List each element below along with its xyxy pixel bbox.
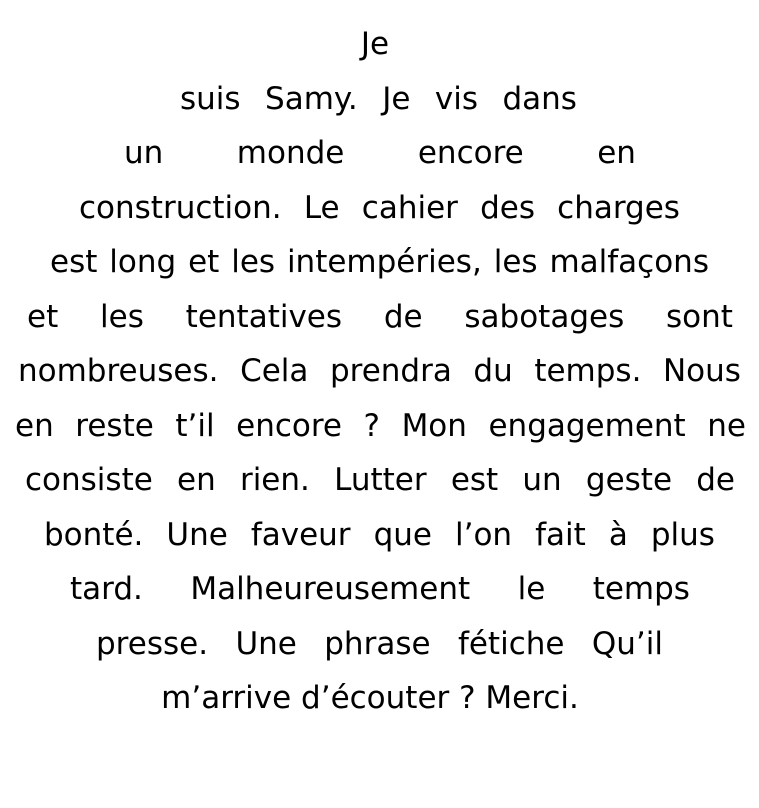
poem-word: monde: [236, 135, 345, 171]
poem-word: plus: [650, 517, 715, 553]
poem-word: tard.: [70, 571, 143, 607]
poem-word: t’il: [175, 408, 215, 444]
poem-word: Malheureusement: [190, 571, 471, 607]
poem-word: bonté.: [44, 517, 144, 553]
poem-line-3: [124, 126, 636, 180]
poem-line-12: [96, 617, 663, 671]
poem-line-5: [50, 235, 709, 289]
poem-word: encore: [236, 408, 342, 444]
poem-line-7: [18, 344, 741, 398]
poem-word: et: [188, 244, 220, 280]
poem-word: suis: [180, 81, 241, 117]
poem-word: engagement: [488, 408, 686, 444]
poem-word: presse.: [96, 626, 209, 662]
poem-word: nombreuses.: [18, 353, 219, 389]
poem-word: est: [450, 462, 499, 498]
poem-word: Nous: [662, 353, 741, 389]
poem-word: les: [231, 244, 276, 280]
poem-word: encore: [417, 135, 524, 171]
poem-word: geste: [585, 462, 673, 498]
poem-word: ne: [707, 408, 746, 444]
poem-word: faveur: [250, 517, 351, 553]
poem-word: à: [608, 517, 628, 553]
poem-word: phrase: [324, 626, 431, 662]
poem-word: tentatives: [185, 299, 343, 335]
poem-line-10: [44, 508, 715, 562]
poem-word: Une: [166, 517, 228, 553]
poem-word: Cela: [240, 353, 309, 389]
poem-word: Une: [235, 626, 297, 662]
poem-word: Lutter: [334, 462, 427, 498]
poem-word: le: [517, 571, 546, 607]
poem-line-6: [27, 290, 733, 344]
poem-word: ?: [363, 408, 381, 444]
poem-line-4: [79, 181, 680, 235]
poem-word: dans: [502, 81, 577, 117]
poem-word: temps.: [534, 353, 642, 389]
poem-line-8: [15, 399, 746, 453]
poem-word: malfaçons: [549, 244, 709, 280]
poem-word: des: [480, 190, 535, 226]
poem-word: un: [124, 135, 164, 171]
poem-word: et: [27, 299, 59, 335]
poem-word: en: [15, 408, 54, 444]
poem-word: les: [493, 244, 538, 280]
poem-word: sabotages: [464, 299, 625, 335]
poem-word: un: [522, 462, 562, 498]
poem-line-13: m’arrive d’écouter ? Merci.: [161, 680, 579, 716]
poem-line-9: [25, 453, 735, 507]
poem-word: Qu’il: [591, 626, 663, 662]
poem-word: fait: [535, 517, 586, 553]
poem-line-11: [70, 562, 690, 616]
poem-word: cahier: [361, 190, 458, 226]
poem-word: Mon: [401, 408, 467, 444]
poem-line-1: Je: [360, 26, 390, 62]
poem-word: prendra: [329, 353, 452, 389]
poem-word: en: [597, 135, 636, 171]
poem-word: de: [696, 462, 735, 498]
poem-word: du: [473, 353, 513, 389]
poem-word: les: [100, 299, 144, 335]
poem-word: long: [109, 244, 177, 280]
poem-word: l’on: [455, 517, 513, 553]
poem-word: fétiche: [457, 626, 565, 662]
poem-word: rien.: [239, 462, 310, 498]
poem-word: Je: [382, 81, 411, 117]
poem-word: de: [383, 299, 423, 335]
poem-line-2: [180, 72, 577, 126]
poem-word: vis: [434, 81, 478, 117]
poem-word: sont: [666, 299, 733, 335]
poem-word: en: [177, 462, 216, 498]
poem-word: construction.: [79, 190, 282, 226]
poem-word: Le: [303, 190, 340, 226]
poem-word: est: [50, 244, 98, 280]
poem-word: reste: [75, 408, 154, 444]
poem-word: charges: [557, 190, 680, 226]
poem-word: Samy.: [265, 81, 358, 117]
poem-word: intempéries,: [286, 244, 482, 280]
poem-word: que: [373, 517, 432, 553]
poem-word: temps: [592, 571, 690, 607]
poem-word: consiste: [25, 462, 153, 498]
